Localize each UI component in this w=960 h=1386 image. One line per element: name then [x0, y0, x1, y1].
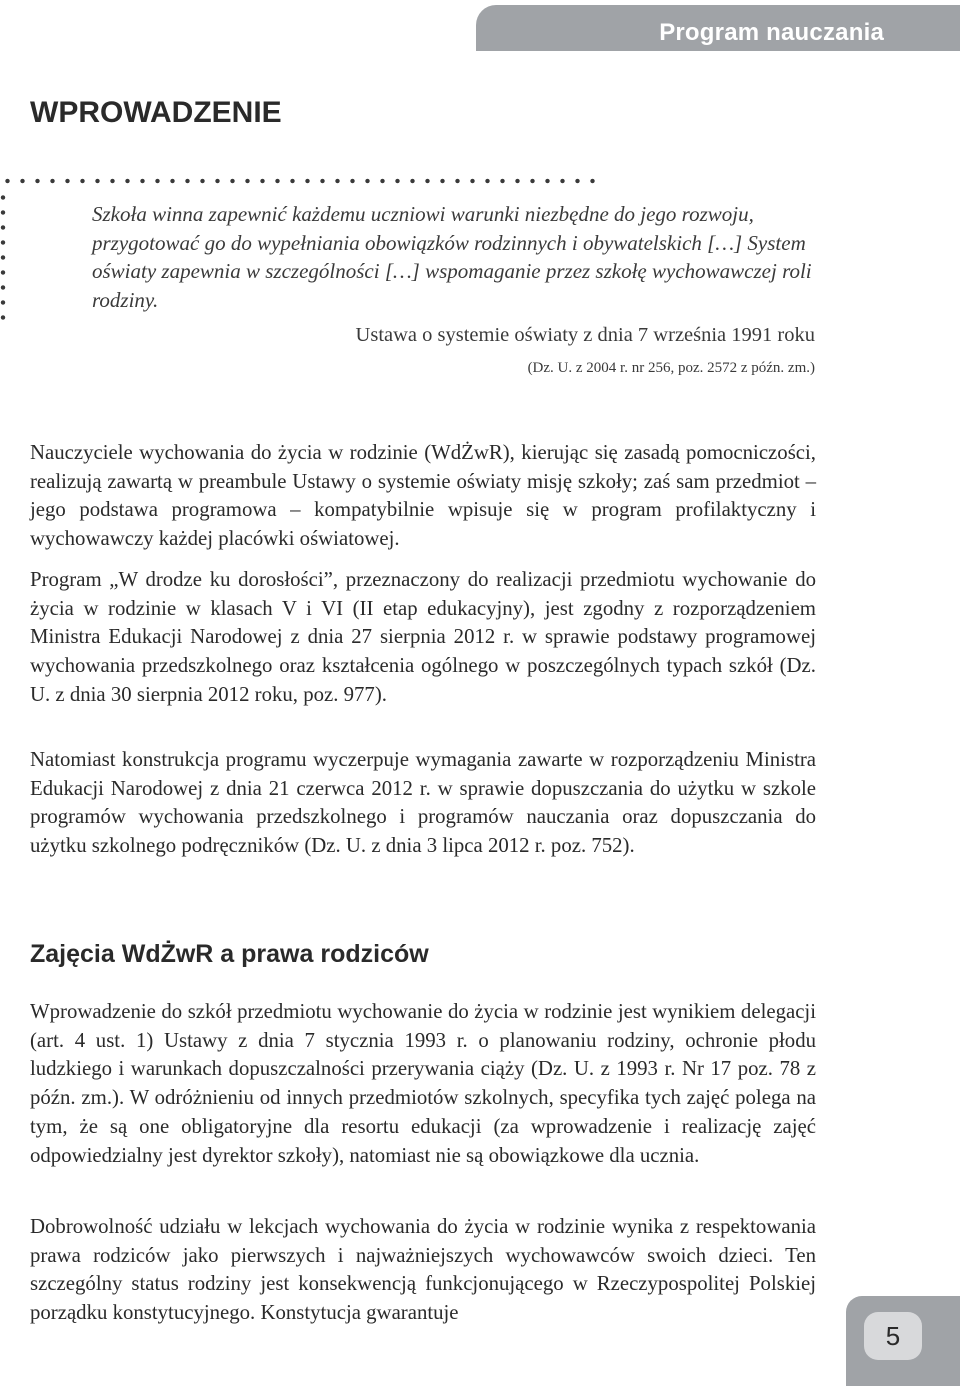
section-paragraph: Wprowadzenie do szkół przedmiotu wychowanie do życia w rodzinie jest wynikiem delegacji (art. 4 ust. 1) Ustawy z dnia 7 stycznia 1993 r. o planowaniu rodziny, ochronie płodu ludzkiego i warunkach dopuszczalności przerywania ciąży (Dz. U. z 1993 r. Nr 17 poz. 78 z późn. zm.). W odróżnieniu od innych przedmiotów szkolnych, specyfika tych zajęć polega na tym, że są one obligatoryjne dla resortu edukacji (za wprowadzenie i realizację zajęć odpowiedzialny jest dyrektor szkoły), natomiast nie są obowiązkowe dla ucznia.	[30, 1000, 816, 1167]
section-paragraph: Dobrowolność udziału w lekcjach wychowania do życia w rodzinie wynika z respektowania prawa rodziców jako pierwszych i najważniejszych wychowawców swoich dzieci. Ten szczególny status rodziny jest konsekwencją funkcjonującego w Rzeczypospolitej Polskiej porządku konstytucyjnego. Konstytucja gwarantuje	[30, 1215, 816, 1325]
dotted-divider-horizontal	[0, 178, 600, 184]
intro-paragraph: Program „W drodze ku dorosłości”, przeznaczony do realizacji przedmiotu wychowanie do życia w rodzinie w klasach V i VI (II etap edukacyjny), jest zgodny z rozporządzeniem Ministra Edukacji Narodowej z dnia 27 sierpnia 2012 r. w sprawie podstawy programowej wychowania przedszkolnego oraz kształcenia ogólnego w poszczególnych typach szkół (Dz. U. z dnia 30 sierpnia 2012 roku, poz. 977).	[30, 568, 816, 706]
dotted-divider-vertical	[0, 190, 6, 322]
section-label: Program nauczania	[659, 19, 884, 46]
motto-citation: Ustawa o systemie oświaty z dnia 7 września 1991 roku	[355, 324, 815, 346]
intro-paragraph: Nauczyciele wychowania do życia w rodzinie (WdŻwR), kierując się zasadą pomocniczości, realizują zawartą w preambule Ustawy o systemie oświaty misję szkoły; zaś sam przedmiot – jego podstawa programowa – kompatybilnie wpisuje się w program profilaktyczny i wychowawczy każdej placówki oświatowej.	[30, 441, 816, 551]
header-tab	[476, 5, 960, 51]
motto-citation-ref: (Dz. U. z 2004 r. nr 256, poz. 2572 z późn. zm.)	[527, 360, 815, 376]
intro-paragraph: Natomiast konstrukcja programu wyczerpuje wymagania zawarte w rozporządzeniu Ministra Edukacji Narodowej z dnia 21 czerwca 2012 r. w sprawie dopuszczania do użytku w szkole programów wychowania przedszkolnego i programów nauczania oraz dopuszczania do użytku szkolnego podręczników (Dz. U. z dnia 3 lipca 2012 r. poz. 752).	[30, 748, 816, 858]
page-title: WPROWADZENIE	[30, 96, 282, 129]
section-heading: Zajęcia WdŻwR a prawa rodziców	[30, 940, 429, 968]
motto-quote: Szkoła winna zapewnić każdemu uczniowi warunki niezbędne do jego rozwoju, przygotować go do wypełniania obowiązków rodzinnych i obywatelskich […] System oświaty zapewnia w szczególności […] wspomaganie przez szkołę wychowawczej roli rodziny.	[92, 202, 812, 312]
page-number: 5	[864, 1312, 922, 1360]
